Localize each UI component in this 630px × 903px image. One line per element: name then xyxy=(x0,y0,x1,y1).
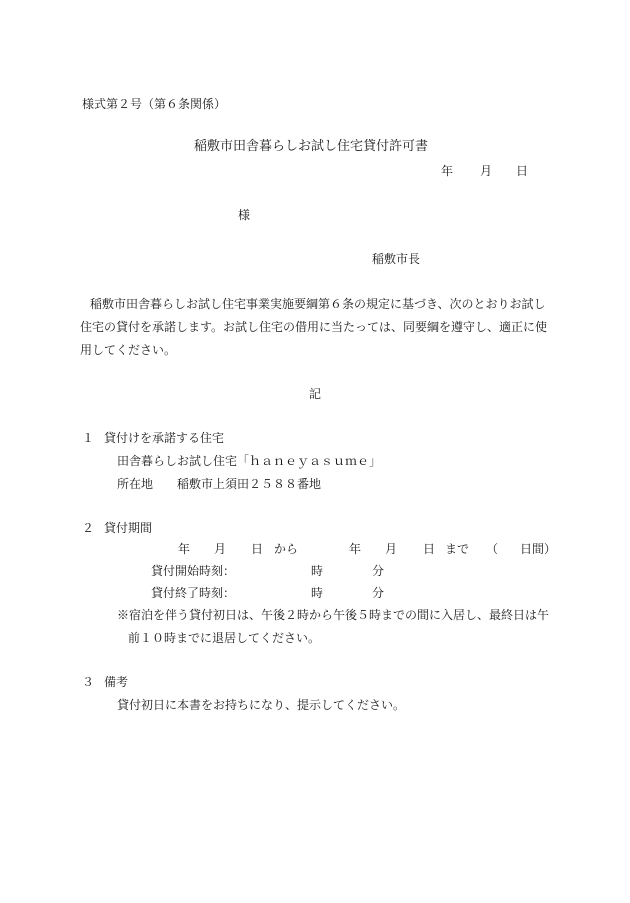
checkin-note-line-2: 前１０時までに退居してください。 xyxy=(128,631,321,645)
to-month: 月 xyxy=(385,542,398,556)
end-minute: 分 xyxy=(372,586,385,600)
ki-heading: 記 xyxy=(309,387,322,401)
start-minute: 分 xyxy=(372,564,385,578)
body-line-2: 住宅の貸付を承諾します。お試し住宅の借用に当たっては、同要綱を遵守し、適正に使 xyxy=(80,320,548,334)
section3-number: ３ xyxy=(82,675,95,689)
form-number: 様式第２号（第６条関係） xyxy=(82,97,227,111)
to-year: 年 xyxy=(349,542,362,556)
section3-heading: 備考 xyxy=(104,675,129,689)
days-close: 日間） xyxy=(520,542,557,556)
addressee-suffix: 様 xyxy=(238,208,251,222)
date-year: 年 xyxy=(441,164,454,178)
section1-number: １ xyxy=(82,431,95,445)
body-line-3: 用してください。 xyxy=(80,343,177,357)
remarks-text: 貸付初日に本書をお持ちになり、提示してください。 xyxy=(117,698,406,712)
section1-heading: 貸付けを承諾する住宅 xyxy=(104,431,225,445)
house-name: 田舎暮らしお試し住宅「ｈａｎｅｙａｓｕｍｅ」 xyxy=(117,454,382,468)
section2-number: ２ xyxy=(82,521,95,535)
location-value: 稲敷市上須田２５８８番地 xyxy=(177,477,322,491)
date-month: 月 xyxy=(480,164,493,178)
date-day: 日 xyxy=(516,164,529,178)
end-hour: 時 xyxy=(311,586,324,600)
body-line-1: 稲敷市田舎暮らしお試し住宅事業実施要綱第６条の規定に基づき、次のとおりお試し xyxy=(90,297,546,311)
from-year: 年 xyxy=(178,542,191,556)
issuer: 稲敷市長 xyxy=(372,252,421,266)
document-title: 稲敷市田舎暮らしお試し住宅貸付許可書 xyxy=(194,139,429,154)
checkin-note-line-1: ※宿泊を伴う貸付初日は、午後２時から午後５時までの間に入居し、最終日は午 xyxy=(117,608,550,622)
to-day: 日 xyxy=(423,542,436,556)
to-word: まで xyxy=(445,542,470,556)
end-time-label: 貸付終了時刻： xyxy=(151,586,236,600)
section2-heading: 貸付期間 xyxy=(104,521,153,535)
start-hour: 時 xyxy=(311,564,324,578)
from-word: から xyxy=(274,542,299,556)
start-time-label: 貸付開始時刻： xyxy=(151,564,236,578)
days-open-paren: （ xyxy=(486,542,499,556)
location-label: 所在地 xyxy=(117,477,154,491)
from-day: 日 xyxy=(251,542,264,556)
from-month: 月 xyxy=(214,542,227,556)
